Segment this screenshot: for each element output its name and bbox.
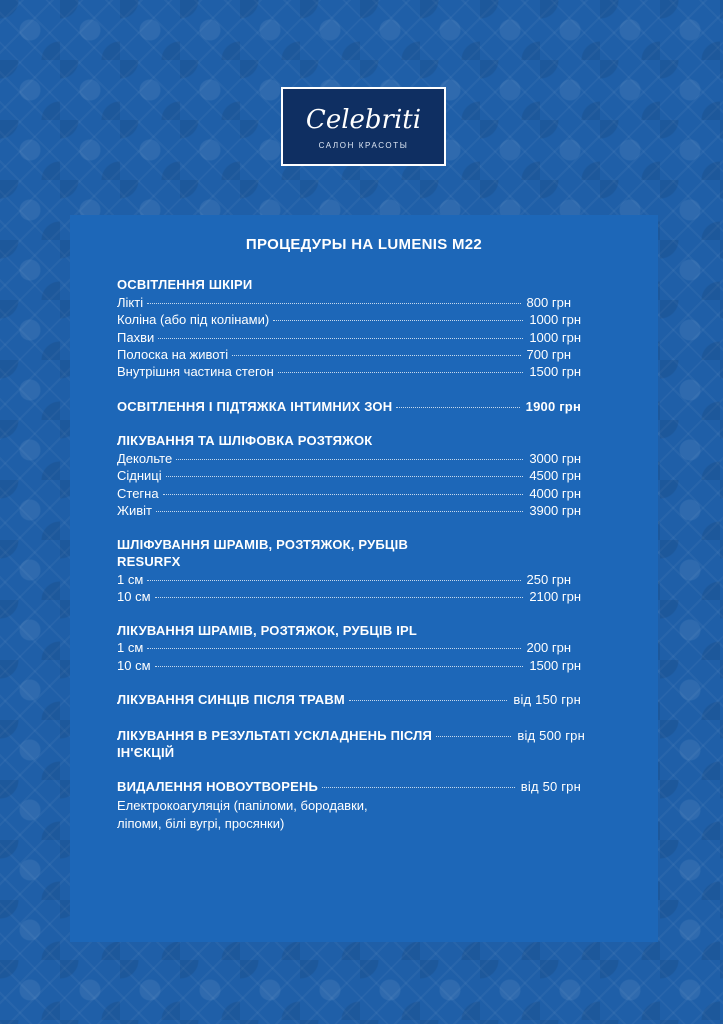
section-heading: ВИДАЛЕННЯ НОВОУТВОРЕНЬ	[117, 779, 319, 794]
section-heading: ЛІКУВАННЯ ТА ШЛІФОВКА РОЗТЯЖОК	[117, 433, 373, 448]
item-label: Лікті	[117, 295, 144, 310]
price-row	[117, 311, 581, 328]
section-heading: ЛІКУВАННЯ В РЕЗУЛЬТАТІ УСКЛАДНЕНЬ ПІСЛЯ	[117, 728, 433, 743]
price-row	[117, 485, 581, 502]
item-label: 10 см	[117, 589, 151, 604]
price-row	[117, 502, 581, 519]
brand-name: Celebriti	[305, 105, 422, 135]
item-price: 3900 грн	[529, 503, 581, 518]
price-row	[117, 571, 571, 588]
section-heading-cont: RESURFX	[117, 554, 181, 569]
section-heading: ЛІКУВАННЯ СИНЦІВ ПІСЛЯ ТРАВМ	[117, 692, 345, 707]
section-note: Електрокоагуляція (папіломи, бородавки,	[117, 798, 368, 813]
price-row	[117, 588, 581, 605]
item-label: 1 см	[117, 572, 144, 587]
brand-logo	[281, 87, 446, 166]
item-label: Живіт	[117, 503, 153, 518]
item-label: Коліна (або під колінами)	[117, 312, 270, 327]
price-row	[117, 639, 571, 656]
price-row	[117, 727, 585, 744]
item-price: 200 грн	[526, 640, 571, 655]
item-price: 700 грн	[526, 347, 571, 362]
item-price: 1900 грн	[525, 399, 581, 414]
section-heading: ШЛІФУВАННЯ ШРАМІВ, РОЗТЯЖОК, РУБЦІВ	[117, 537, 409, 552]
item-price: від 50 грн	[520, 779, 581, 794]
item-price: 250 грн	[526, 572, 571, 587]
section-heading: ОСВІТЛЕННЯ ШКІРИ	[117, 277, 253, 292]
item-price: 1000 грн	[529, 312, 581, 327]
item-label: 1 см	[117, 640, 144, 655]
item-label: Полоска на животі	[117, 347, 229, 362]
item-label: 10 см	[117, 658, 151, 673]
brand-subtitle: САЛОН КРАСОТЫ	[318, 141, 409, 150]
price-row	[117, 778, 581, 795]
item-price: 1500 грн	[529, 364, 581, 379]
item-price: від 500 грн	[517, 728, 585, 743]
item-label: Внутрішня частина стегон	[117, 364, 274, 379]
item-label: Пахви	[117, 330, 155, 345]
section-heading: ОСВІТЛЕННЯ І ПІДТЯЖКА ІНТИМНИХ ЗОН	[117, 399, 393, 414]
price-row	[117, 657, 581, 674]
price-row	[117, 294, 571, 311]
price-row	[117, 467, 581, 484]
item-label: Стегна	[117, 486, 159, 501]
price-row	[117, 398, 581, 415]
item-price: 1500 грн	[529, 658, 581, 673]
price-row	[117, 691, 581, 708]
price-row	[117, 450, 581, 467]
item-price: 3000 грн	[529, 451, 581, 466]
item-price: 4500 грн	[529, 468, 581, 483]
item-label: Декольте	[117, 451, 173, 466]
price-row	[117, 346, 571, 363]
item-price: від 150 грн	[513, 692, 581, 707]
price-row	[117, 363, 581, 380]
item-price: 1000 грн	[529, 330, 581, 345]
item-price: 2100 грн	[529, 589, 581, 604]
item-label: Сідниці	[117, 468, 162, 483]
section-heading-cont: ІН'ЄКЦІЙ	[117, 745, 175, 760]
item-price: 4000 грн	[529, 486, 581, 501]
page-title: ПРОЦЕДУРЫ НА LUMENIS M22	[245, 236, 483, 253]
section-note: ліпоми, білі вугрі, просянки)	[117, 816, 285, 831]
price-row	[117, 329, 581, 346]
item-price: 800 грн	[526, 295, 571, 310]
section-heading: ЛІКУВАННЯ ШРАМІВ, РОЗТЯЖОК, РУБЦІВ IPL	[117, 623, 418, 638]
